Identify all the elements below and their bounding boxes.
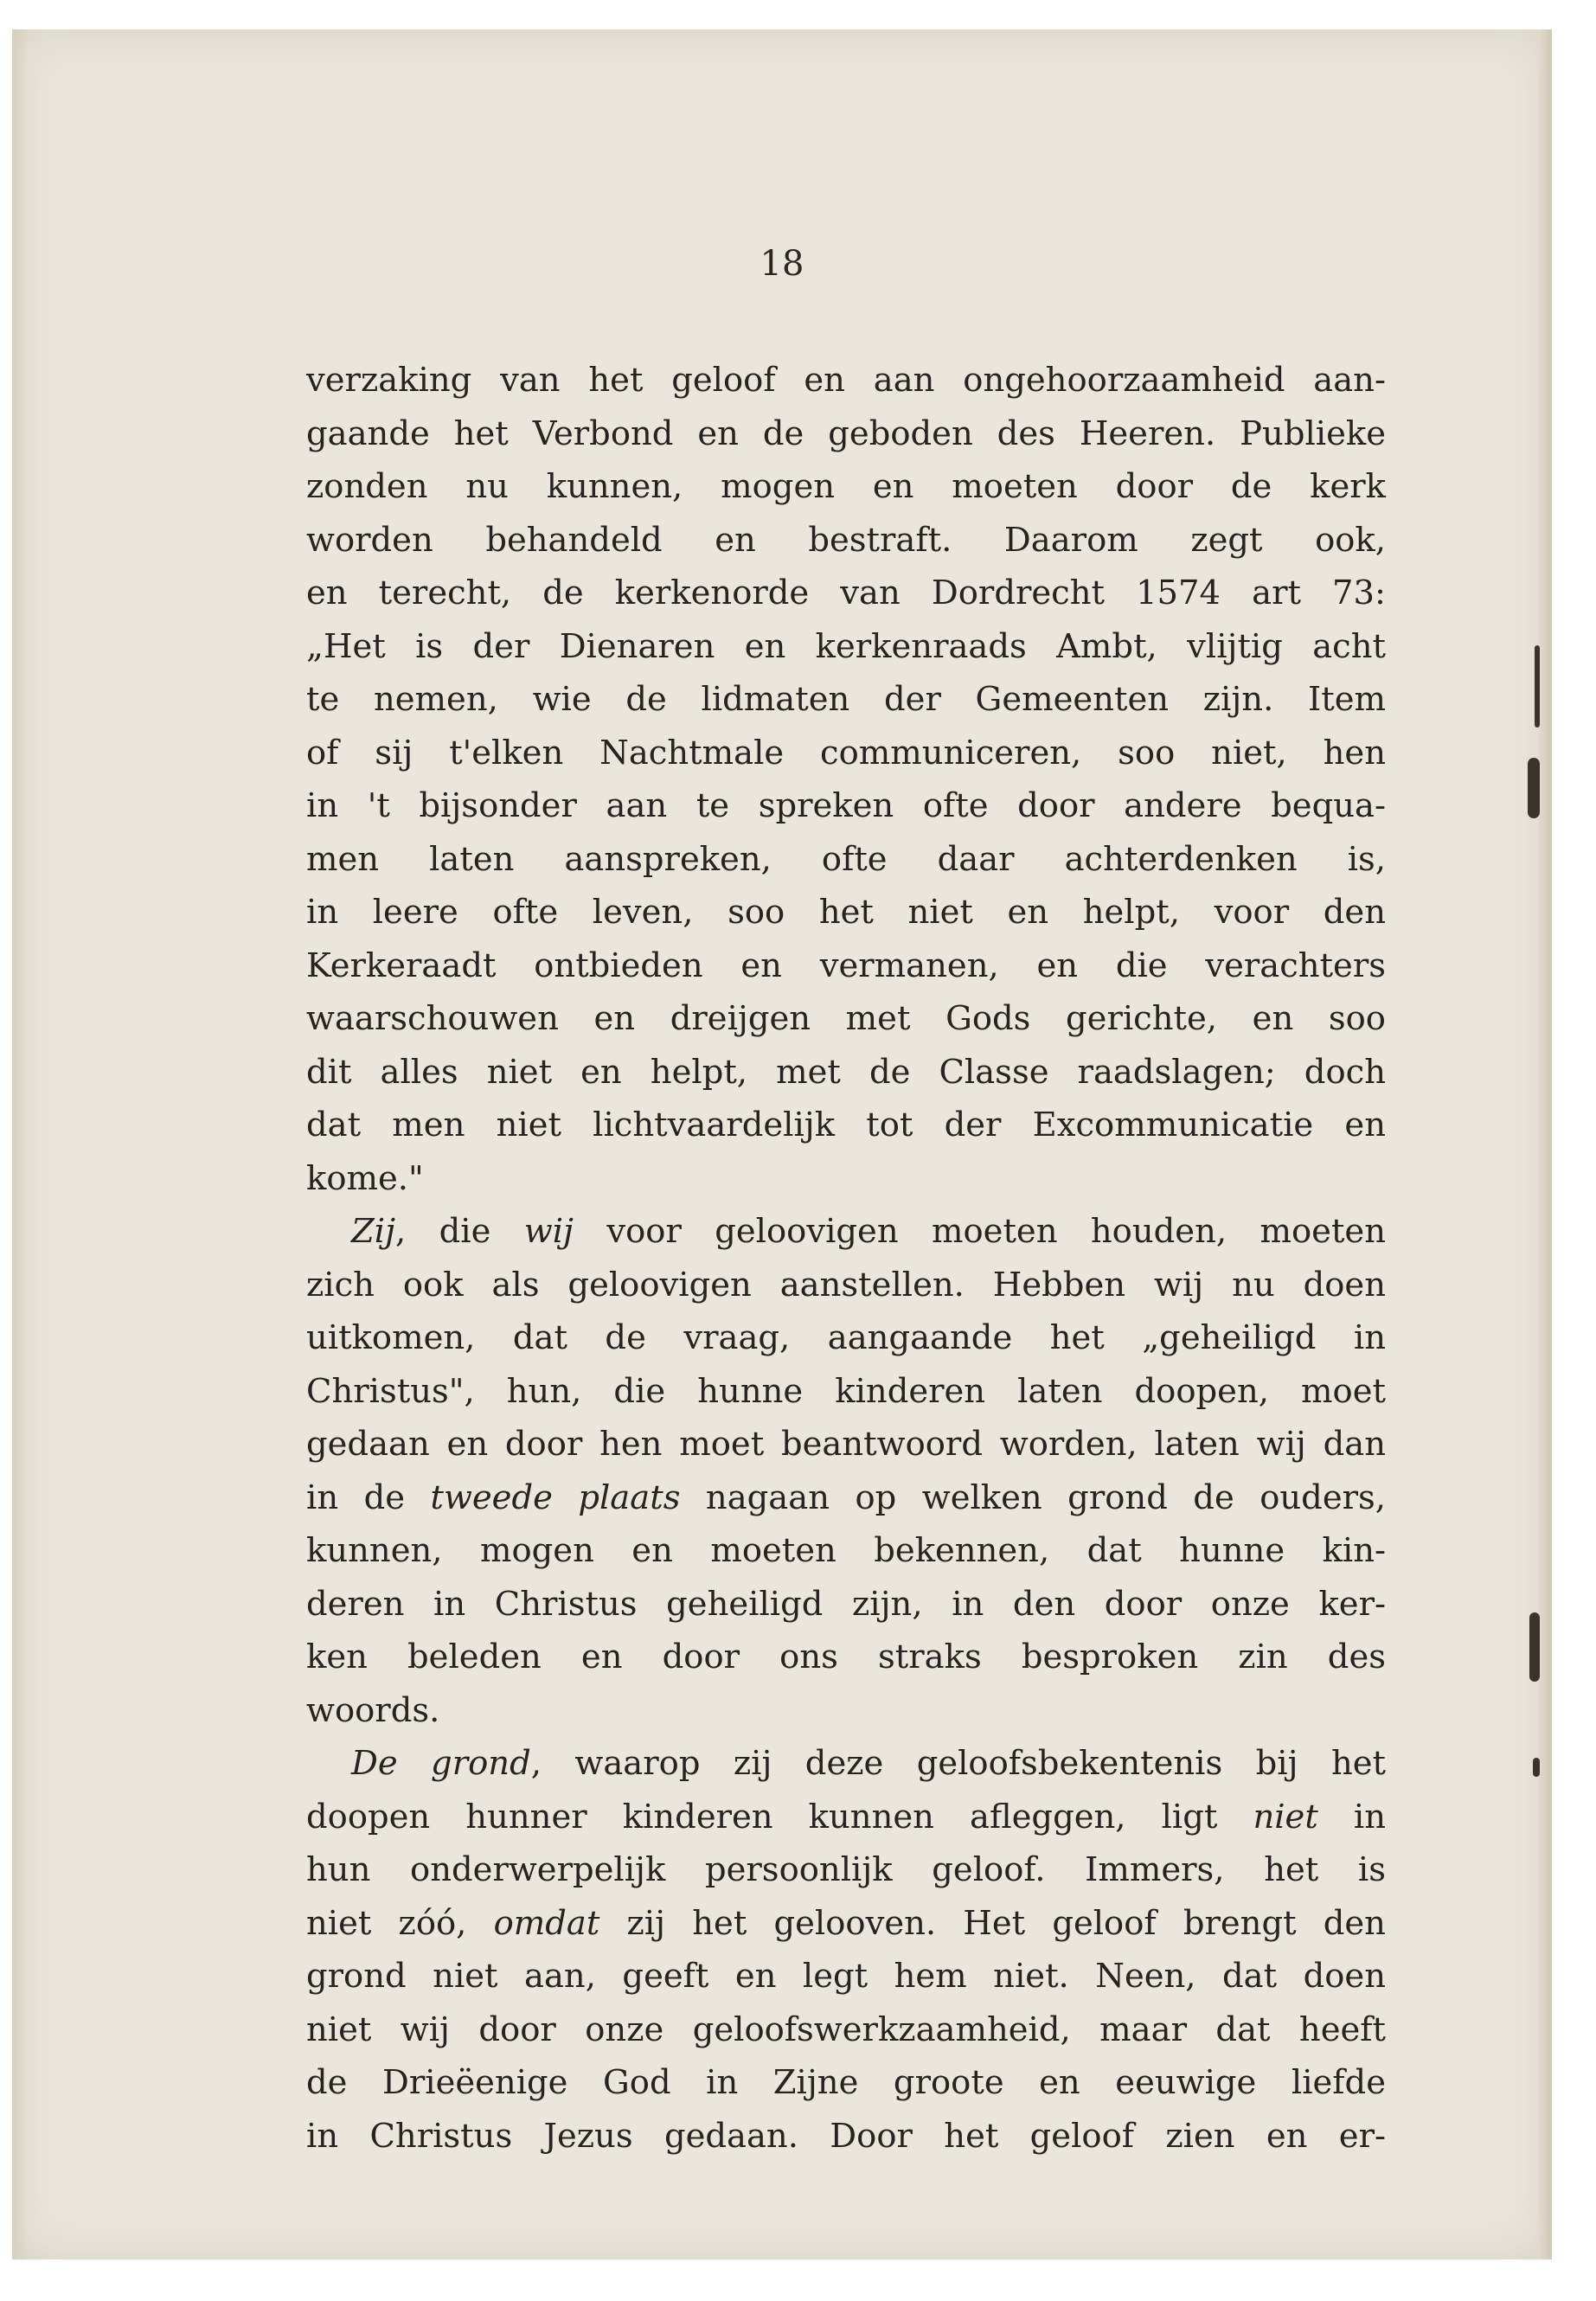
text-line: niet zóó, omdat zij het gelooven. Het geloof brengt den [306, 1903, 1386, 1943]
text-line: waarschouwen en dreijgen met Gods gerichte, en soo [306, 999, 1386, 1038]
text-line: of sij t'elken Nachtmale communiceren, soo niet, hen [306, 733, 1386, 772]
page-number: 18 [760, 244, 804, 284]
text-line: zich ook als geloovigen aanstellen. Hebben wij nu doen [306, 1265, 1386, 1304]
text-line: in Christus Jezus gedaan. Door het geloof zien en er- [306, 2116, 1386, 2156]
text-line: men laten aanspreken, ofte daar achterdenken is, [306, 839, 1386, 879]
ink-mark [1529, 1612, 1540, 1682]
binding-edge [12, 29, 28, 2259]
body-text [306, 354, 1386, 2163]
text-line: worden behandeld en bestraft. Daarom zegt ook, [306, 520, 1386, 560]
text-line: verzaking van het geloof en aan ongehoorzaamheid aan- [306, 361, 1386, 400]
text-line: hun onderwerpelijk persoonlijk geloof. Immers, het is [306, 1850, 1386, 1889]
text-line: Zij, die wij voor geloovigen moeten houden, moeten [351, 1212, 1386, 1251]
page-edge [1538, 29, 1552, 2259]
text-line: uitkomen, dat de vraag, aangaande het „geheiligd in [306, 1318, 1386, 1357]
text-line: in leere ofte leven, soo het niet en helpt, voor den [306, 893, 1386, 932]
text-line: de Drieëenige God in Zijne groote en eeuwige liefde [306, 2063, 1386, 2102]
text-line: zonden nu kunnen, mogen en moeten door de kerk [306, 467, 1386, 506]
text-line: grond niet aan, geeft en legt hem niet. Neen, dat doen [306, 1957, 1386, 1996]
text-line: kunnen, mogen en moeten bekennen, dat hunne kin- [306, 1531, 1386, 1570]
text-line: deren in Christus geheiligd zijn, in den door onze ker- [306, 1584, 1386, 1624]
text-line: gaande het Verbond en de geboden des Heeren. Publieke [306, 413, 1386, 453]
text-line: De grond, waarop zij deze geloofsbekentenis bij het [351, 1744, 1387, 1783]
ink-mark [1533, 1758, 1540, 1777]
text-line: dat men niet lichtvaardelijk tot der Excommunicatie en [306, 1106, 1386, 1144]
text-line: en terecht, de kerkenorde van Dordrecht 1574 art 73: [306, 574, 1386, 612]
text-line: in 't bijsonder aan te spreken ofte door andere bequa- [306, 786, 1386, 825]
scanned-page [12, 29, 1552, 2259]
text-line: doopen hunner kinderen kunnen afleggen, ligt niet in [306, 1797, 1386, 1836]
text-line: „Het is der Dienaren en kerkenraads Ambt, vlijtig acht [306, 626, 1386, 666]
text-line: te nemen, wie de lidmaten der Gemeenten zijn. Item [306, 680, 1386, 719]
ink-mark [1535, 645, 1540, 727]
text-line: kome." [306, 1158, 424, 1198]
text-line: woords. [306, 1690, 440, 1730]
ink-mark [1528, 758, 1540, 818]
text-line: dit alles niet en helpt, met de Classe raadslagen; doch [306, 1052, 1386, 1092]
text-line: ken beleden en door ons straks besproken zin des [306, 1638, 1386, 1676]
text-line: Kerkeraadt ontbieden en vermanen, en die verachters [306, 945, 1386, 985]
text-line: in de tweede plaats nagaan op welken grond de ouders, [306, 1477, 1386, 1517]
text-line: niet wij door onze geloofswerkzaamheid, maar dat heeft [306, 2009, 1386, 2049]
text-line: Christus", hun, die hunne kinderen laten doopen, moet [306, 1371, 1386, 1411]
text-line: gedaan en door hen moet beantwoord worden, laten wij dan [306, 1425, 1386, 1464]
